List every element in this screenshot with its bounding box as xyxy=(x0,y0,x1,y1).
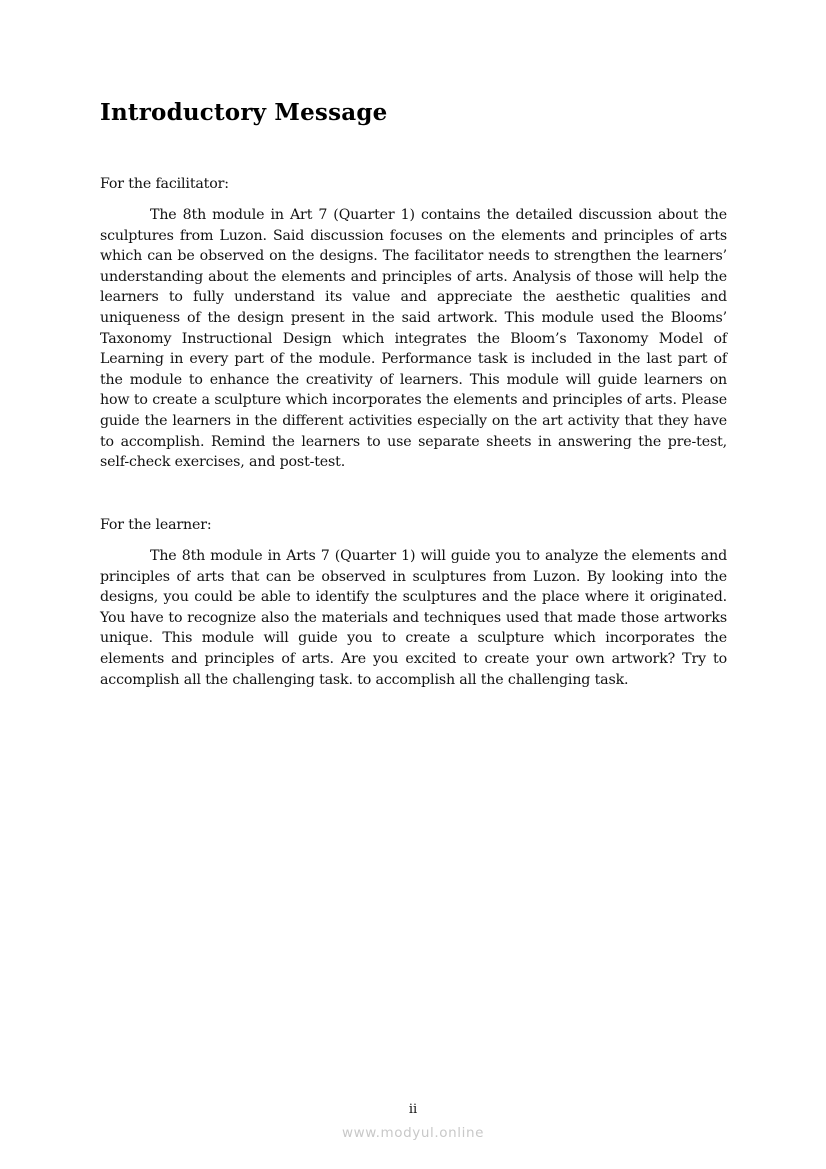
learner-label: For the learner: xyxy=(100,517,212,533)
watermark: www.modyul.online xyxy=(341,1125,485,1141)
page-number: ii xyxy=(408,1102,418,1117)
facilitator-label: For the facilitator: xyxy=(100,176,229,192)
learner-paragraph: The 8th module in Arts 7 (Quarter 1) will guide you to analyze the elements and principles of arts that can be observed in sculptures from Luzon. By looking into the designs, you could be able to identify the sculptures and the place where it originated. You have to recognize also the materials and techniques used that made those artworks unique. This module will guide you to create a sculpture which incorporates the elements and principles of arts. Are you excited to create your own artwork? Try to accomplish all the challenging task. to accomplish all the challenging task. xyxy=(100,548,727,688)
page-title: Introductory Message xyxy=(100,99,388,126)
facilitator-paragraph: The 8th module in Art 7 (Quarter 1) contains the detailed discussion about the sculptures from Luzon. Said discussion focuses on the elements and principles of arts which can be observed on the designs. The facilitator needs to strengthen the learners’ understanding about the elements and principles of arts. Analysis of those will help the learners to fully understand its value and appreciate the aesthetic qualities and uniqueness of the design present in the said artwork. This module used the Blooms’ Taxonomy Instructional Design which integrates the Bloom’s Taxonomy Model of Learning in every part of the module. Performance task is included in the last part of the module to enhance the creativity of learners. This module will guide learners on how to create a sculpture which incorporates the elements and principles of arts. Please guide the learners in the different activities especially on the art activity that they have to accomplish. Remind the learners to use separate sheets in answering the pre-test, self-check exercises, and post-test. xyxy=(100,207,727,471)
